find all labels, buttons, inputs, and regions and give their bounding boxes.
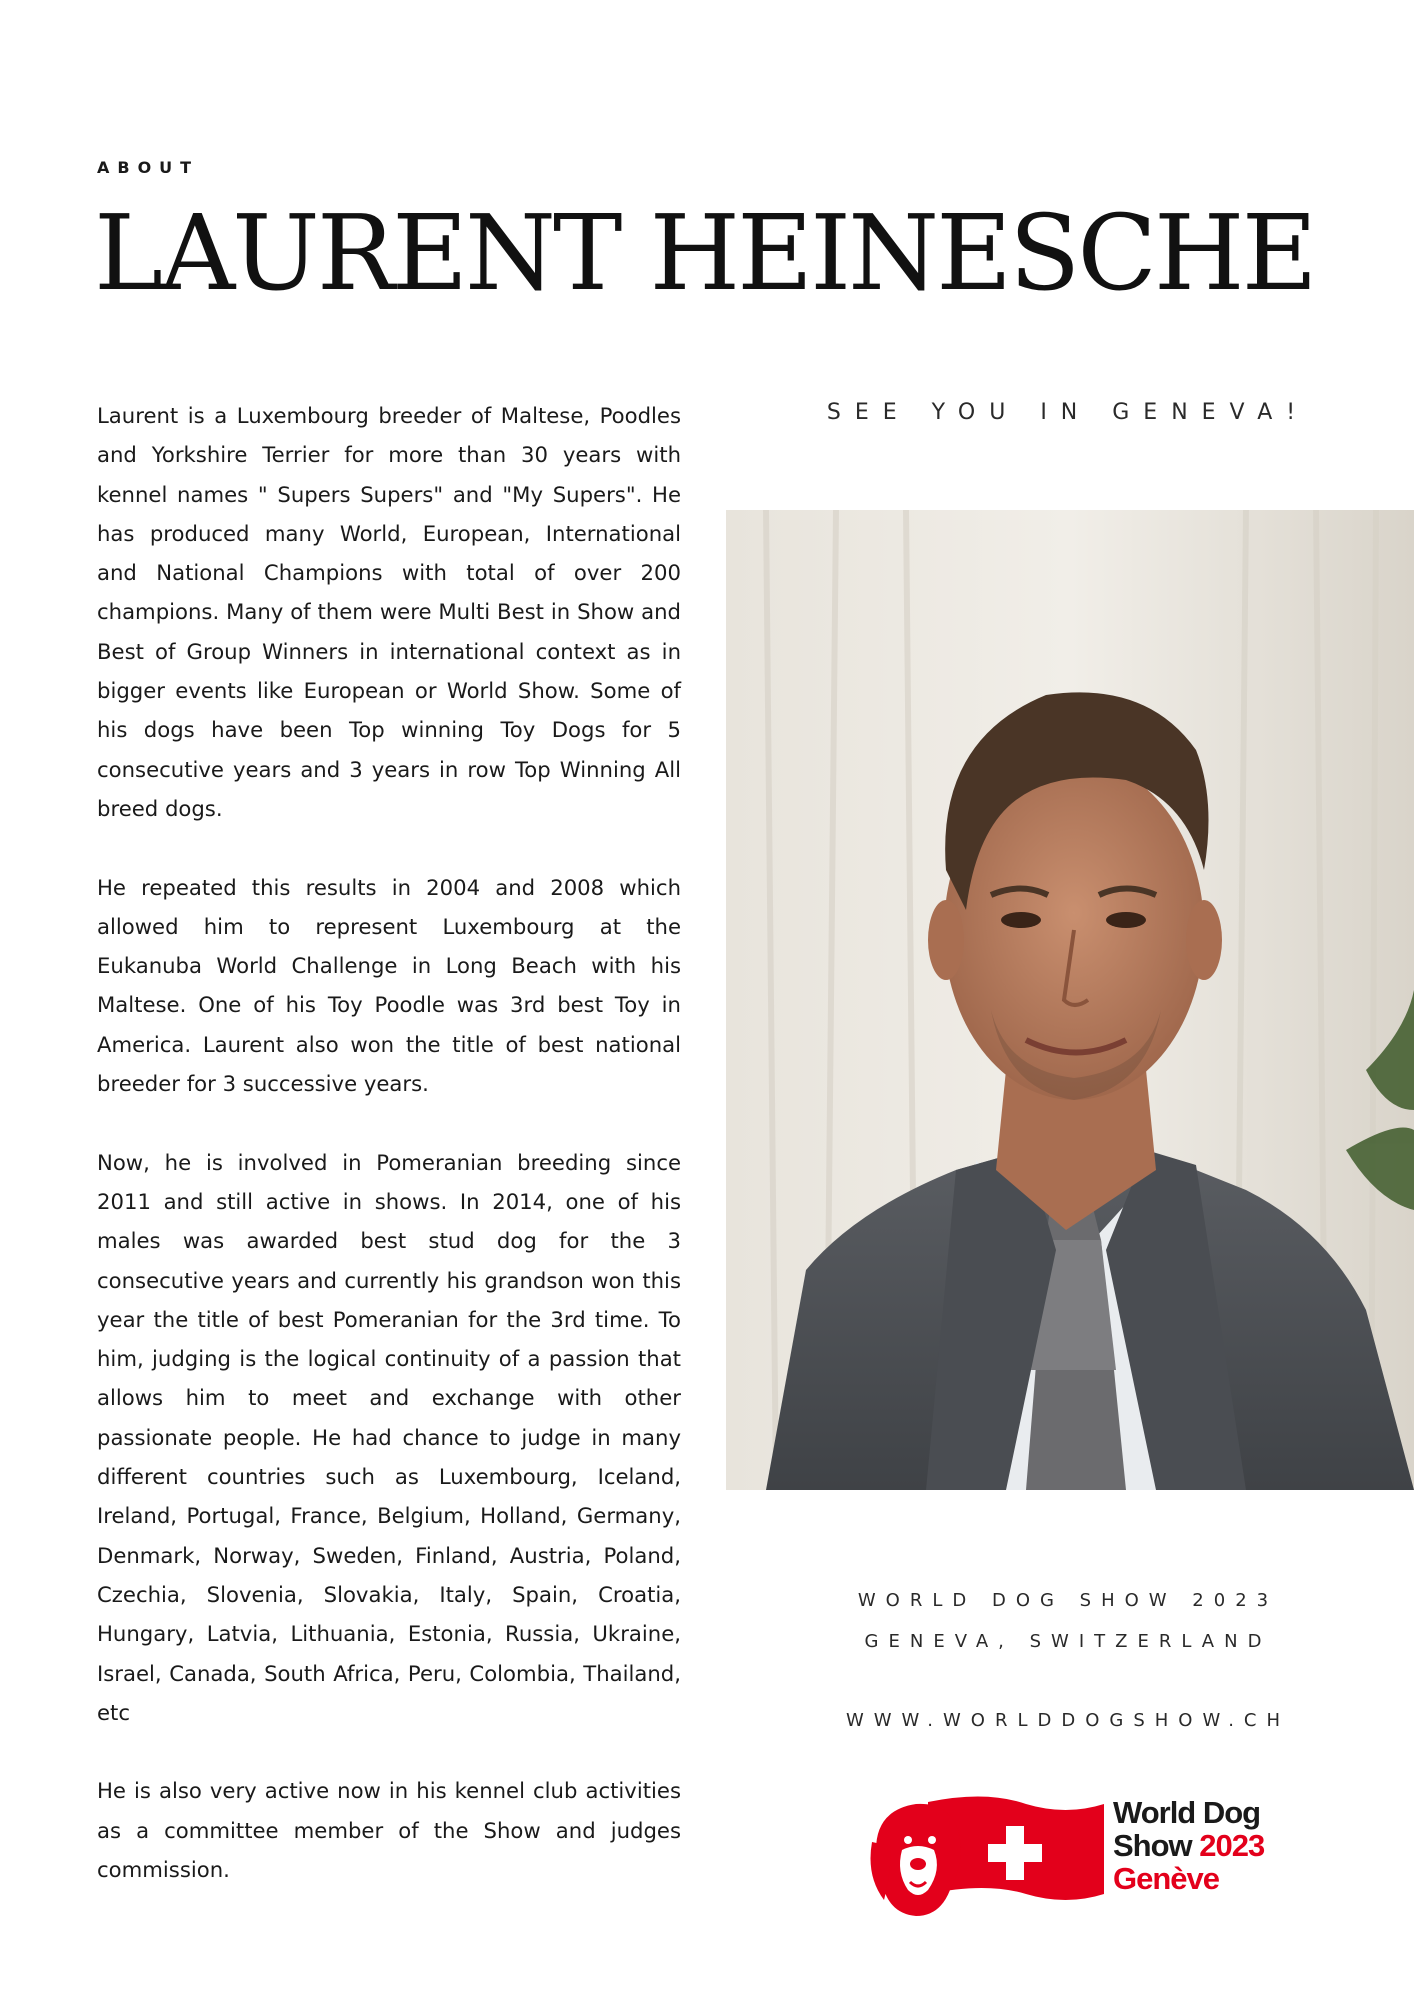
bio-text (97, 396, 681, 1889)
bio-paragraph: He is also very active now in his kennel club activities as a committee member of the Show and judges commission. (97, 1778, 681, 1882)
bio-paragraph: Now, he is involved in Pomeranian breeding since 2011 and still active in shows. In 2014, one of his males was awarded best stud dog for the 3 consecutive years and currently his grandson won this year the title of best Pomeranian for the 3rd time. To him, judging is the logical continuity of a passion that allows him to meet and exchange with other passionate people. He had chance to judge in many different countries such as Luxembourg, Iceland, Ireland, Portugal, France, Belgium, Holland, Germany, Denmark, Norway, Sweden, Finland, Austria, Poland, Czechia, Slovenia, Slovakia, Italy, Spain, Croatia, Hungary, Latvia, Lithuania, Estonia, Russia, Ukraine, Israel, Canada, South Africa, Peru, Colombia, Thailand, etc (97, 1149, 681, 1725)
logo-line-2-show: Show (1113, 1828, 1200, 1863)
portrait-illustration (726, 510, 1414, 1490)
logo-line-2-year: 2023 (1199, 1828, 1265, 1863)
world-dog-show-logo (866, 1790, 1306, 1920)
logo-line-1: World Dog (1113, 1795, 1261, 1830)
logo-line-3: Genève (1113, 1861, 1220, 1896)
event-name: WORLD DOG SHOW 2023 (857, 1590, 1279, 1611)
portrait-photo (726, 510, 1414, 1490)
event-location: GENEVA, SWITZERLAND (864, 1631, 1272, 1652)
eyebrow-label: ABOUT (97, 158, 200, 177)
bio-paragraph: Laurent is a Luxembourg breeder of Maltese, Poodles and Yorkshire Terrier for more than 30 years with kennel names " Supers Supers" and "My Supers". He has produced many World, European, International and National Champions with total of over 200 champions. Many of them were Multi Best in Show and Best of Group Winners in international context as in bigger events like European or World Show. Some of his dogs have been Top winning Toy Dogs for 5 consecutive years and 3 years in row Top Winning All breed dogs. (97, 403, 681, 821)
tagline: SEE YOU IN GENEVA! (826, 400, 1310, 425)
dog-and-swiss-flag-icon (866, 1790, 1106, 1920)
logo-wordmark (1113, 1796, 1264, 1895)
page-title: LAURENT HEINESCHE (94, 192, 1315, 314)
website-link[interactable]: WWW.WORLDDOGSHOW.CH (845, 1710, 1291, 1731)
logo-line-2 (1113, 1829, 1264, 1862)
bio-paragraph: He repeated this results in 2004 and 2008 which allowed him to represent Luxembourg at the Eukanuba World Challenge in Long Beach with his Maltese. One of his Toy Poodle was 3rd best Toy in America. Laurent also won the title of best national breeder for 3 successive years. (97, 874, 681, 1097)
